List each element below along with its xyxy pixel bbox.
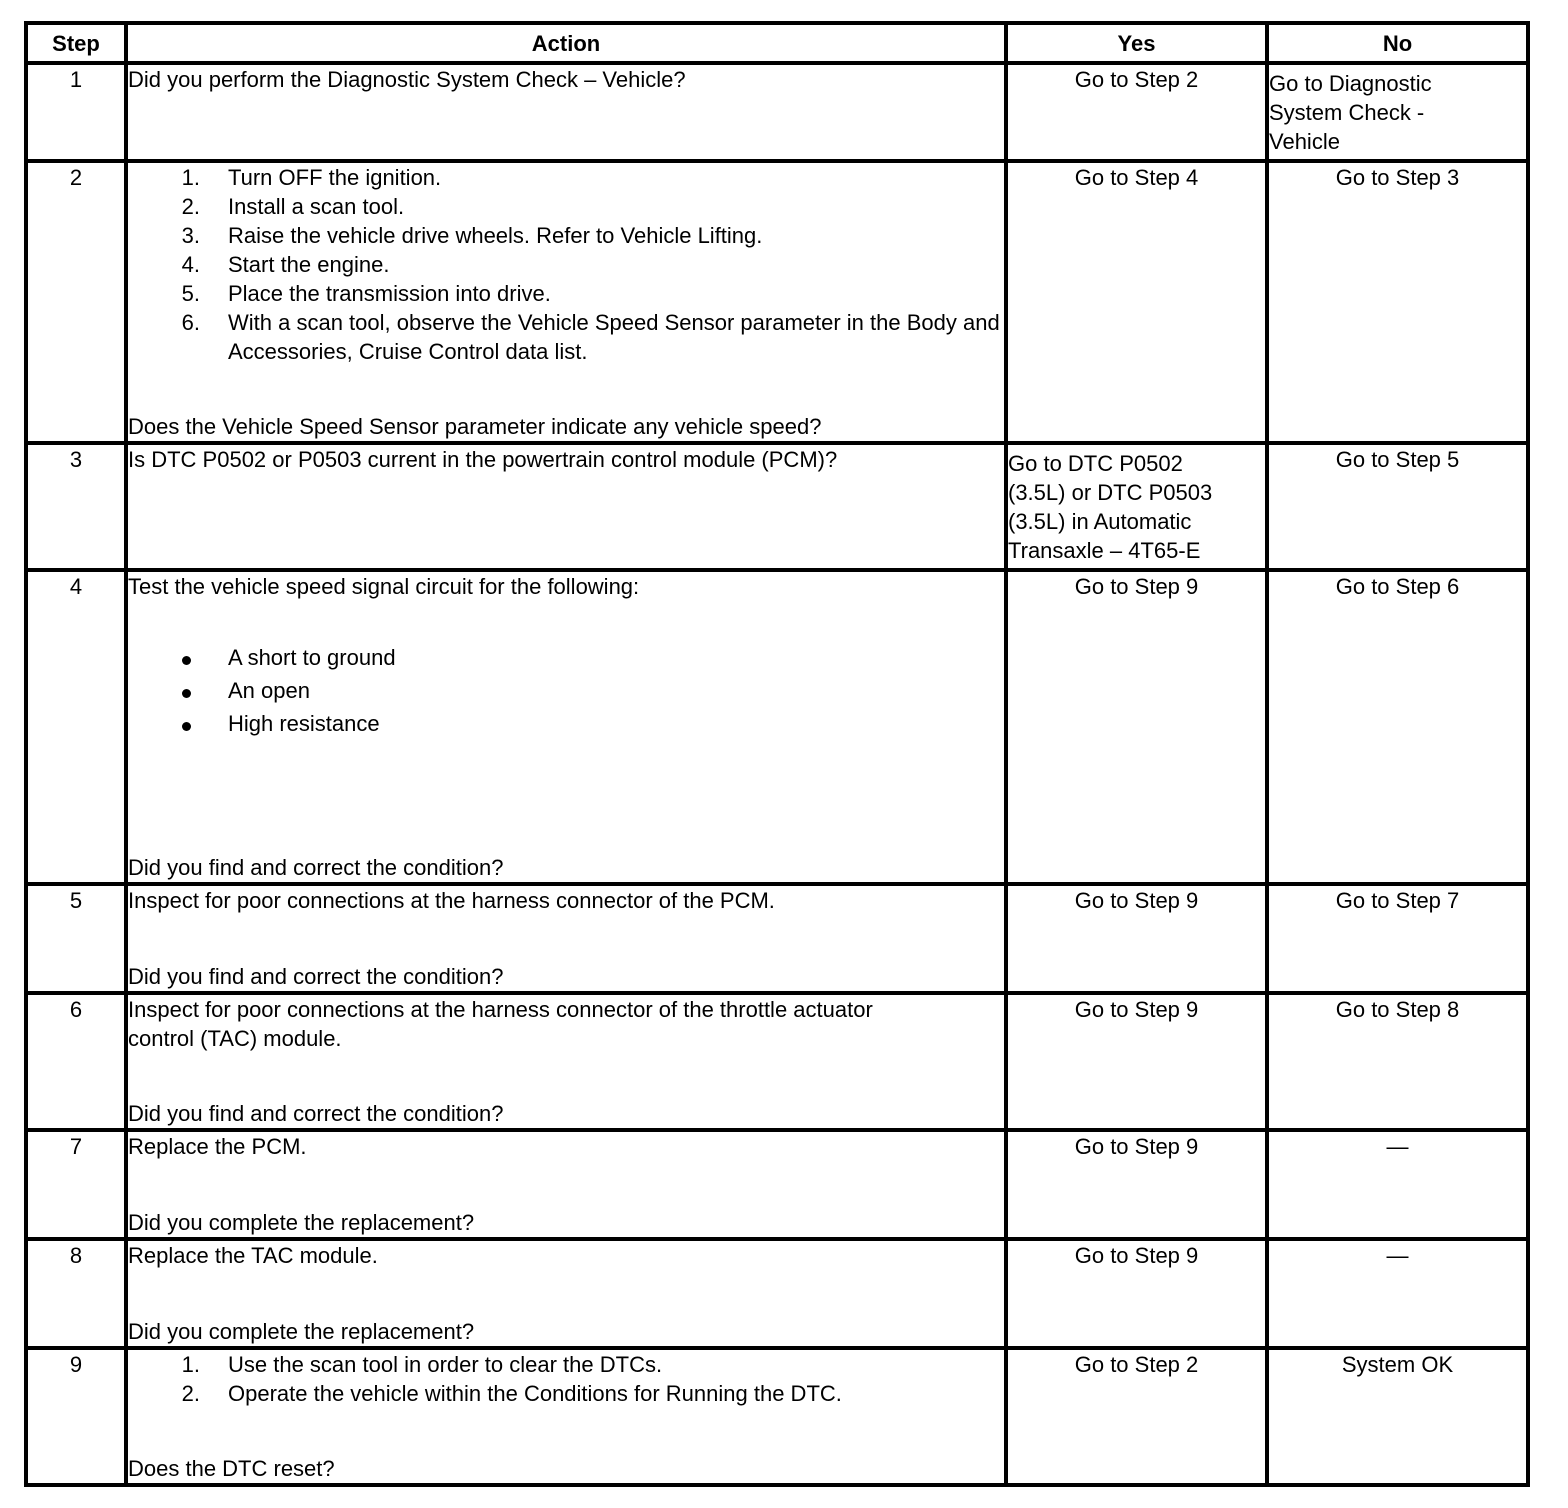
header-yes: Yes	[1006, 23, 1267, 63]
no-cell: Go to Step 6	[1267, 570, 1528, 884]
yes-cell: Go to Step 4	[1006, 161, 1267, 443]
no-line: Go to Diagnostic	[1269, 71, 1432, 96]
yes-line: (3.5L) or DTC P0503	[1008, 480, 1213, 505]
procedure-list	[128, 163, 1004, 366]
action-question: Did you find and correct the condition?	[128, 1101, 504, 1126]
action-cell	[126, 993, 1006, 1130]
yes-cell	[1006, 443, 1267, 570]
no-line: System Check -	[1269, 100, 1425, 125]
yes-line: (3.5L) in Automatic	[1008, 509, 1192, 534]
step-number: 3	[26, 443, 126, 570]
yes-line: Transaxle – 4T65-E	[1008, 538, 1201, 563]
action-question: Did you complete the replacement?	[128, 1210, 475, 1235]
yes-cell: Go to Step 9	[1006, 1130, 1267, 1239]
step-number: 4	[26, 570, 126, 884]
list-item: 5. Place the transmission into drive.	[181, 281, 551, 306]
header-step: Step	[26, 23, 126, 63]
yes-cell: Go to Step 9	[1006, 1239, 1267, 1348]
action-intro: Replace the TAC module.	[128, 1243, 378, 1268]
no-line: Vehicle	[1269, 129, 1340, 154]
no-cell: Go to Step 8	[1267, 993, 1528, 1130]
step-number: 5	[26, 884, 126, 993]
no-cell	[1267, 63, 1528, 161]
action-cell	[126, 161, 1006, 443]
action-cell	[126, 63, 1006, 161]
list-item: A short to ground	[128, 641, 1004, 674]
no-cell: —	[1267, 1130, 1528, 1239]
table-row	[26, 570, 1528, 884]
list-item: An open	[128, 674, 1004, 707]
step-number: 6	[26, 993, 126, 1130]
list-item: 1. Turn OFF the ignition.	[181, 165, 442, 190]
action-intro: Inspect for poor connections at the harness connector of the PCM.	[128, 888, 775, 913]
action-question: Did you find and correct the condition?	[128, 964, 504, 989]
action-cell	[126, 1239, 1006, 1348]
yes-cell: Go to Step 9	[1006, 570, 1267, 884]
action-cell	[126, 884, 1006, 993]
list-item: 1. Use the scan tool in order to clear the DTCs.	[181, 1352, 663, 1377]
condition-list	[128, 641, 1004, 740]
action-question: Did you complete the replacement?	[128, 1319, 475, 1344]
table-row	[26, 1348, 1528, 1485]
action-question: Does the Vehicle Speed Sensor parameter indicate any vehicle speed?	[128, 414, 822, 439]
bullet-icon	[182, 722, 191, 731]
no-cell: —	[1267, 1239, 1528, 1348]
list-item: High resistance	[128, 707, 1004, 740]
table-row	[26, 884, 1528, 993]
procedure-list	[128, 1350, 1004, 1408]
no-cell: Go to Step 3	[1267, 161, 1528, 443]
step-number: 7	[26, 1130, 126, 1239]
table-row	[26, 993, 1528, 1130]
list-item: 3. Raise the vehicle drive wheels. Refer to Vehicle Lifting.	[181, 223, 763, 248]
yes-line: Go to DTC P0502	[1008, 451, 1183, 476]
header-row	[26, 23, 1528, 63]
no-cell: Go to Step 7	[1267, 884, 1528, 993]
yes-cell: Go to Step 2	[1006, 63, 1267, 161]
action-intro: Replace the PCM.	[128, 1134, 307, 1159]
table-row	[26, 161, 1528, 443]
table-row	[26, 1239, 1528, 1348]
header-no: No	[1267, 23, 1528, 63]
action-cell	[126, 1130, 1006, 1239]
list-item: 4. Start the engine.	[181, 252, 390, 277]
yes-cell: Go to Step 9	[1006, 993, 1267, 1130]
table-row	[26, 1130, 1528, 1239]
table-row	[26, 443, 1528, 570]
action-intro: Test the vehicle speed signal circuit for the following:	[128, 574, 640, 599]
action-intro: control (TAC) module.	[128, 1026, 342, 1051]
table-row	[26, 63, 1528, 161]
action-cell	[126, 1348, 1006, 1485]
action-cell	[126, 570, 1006, 884]
no-cell: Go to Step 5	[1267, 443, 1528, 570]
bullet-icon	[182, 689, 191, 698]
action-question: Did you perform the Diagnostic System Check – Vehicle?	[128, 67, 686, 92]
no-cell: System OK	[1267, 1348, 1528, 1485]
step-number: 1	[26, 63, 126, 161]
step-number: 8	[26, 1239, 126, 1348]
action-question: Did you find and correct the condition?	[128, 855, 504, 880]
diagnostic-table	[24, 21, 1530, 1487]
step-number: 9	[26, 1348, 126, 1485]
list-item: 2. Install a scan tool.	[181, 194, 405, 219]
header-action: Action	[126, 23, 1006, 63]
yes-cell: Go to Step 2	[1006, 1348, 1267, 1485]
action-question: Is DTC P0502 or P0503 current in the powertrain control module (PCM)?	[128, 447, 838, 472]
action-intro: Inspect for poor connections at the harness connector of the throttle actuator	[128, 997, 873, 1022]
bullet-icon	[182, 656, 191, 665]
list-item: 2. Operate the vehicle within the Conditions for Running the DTC.	[181, 1381, 842, 1406]
action-cell	[126, 443, 1006, 570]
action-question: Does the DTC reset?	[128, 1456, 335, 1481]
list-item: 6. With a scan tool, observe the Vehicle Speed Sensor parameter in the Body and Accessories, Cruise Control data list.	[181, 310, 1000, 364]
yes-cell: Go to Step 9	[1006, 884, 1267, 993]
step-number: 2	[26, 161, 126, 443]
